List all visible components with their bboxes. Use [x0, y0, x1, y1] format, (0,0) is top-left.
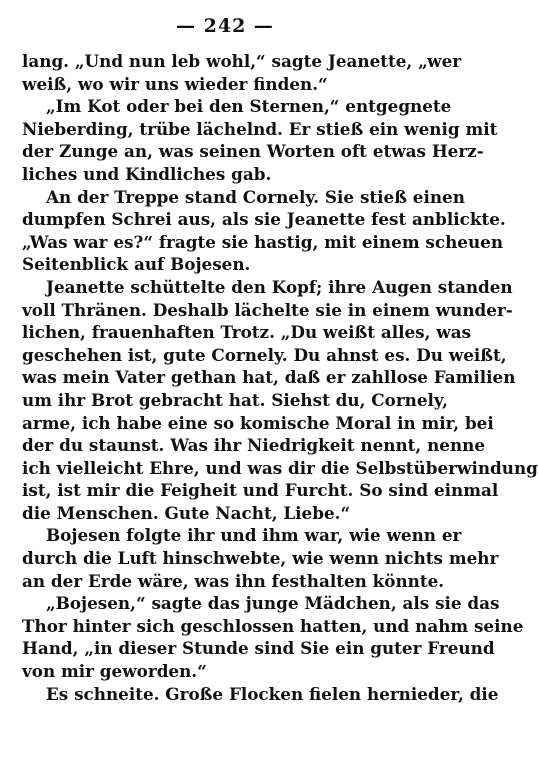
text-line: geschehen ist, gute Cornely. Du ahnst es. Du weißt,: [22, 344, 507, 365]
text-line: arme, ich habe eine so komische Moral in mir, bei: [22, 412, 494, 433]
text-line: der Zunge an, was seinen Worten oft etwas Herz-: [22, 141, 484, 162]
text-line: An der Treppe stand Cornely. Sie stieß einen: [46, 186, 465, 207]
text-line: Bojesen folgte ihr und ihm war, wie wenn er: [46, 525, 462, 546]
text-line: Hand, „in dieser Stunde sind Sie ein guter Freund: [22, 638, 495, 659]
text-line: der du staunst. Was ihr Niedrigkeit nennt, nenne: [22, 435, 486, 456]
text-line: Nieberding, trübe lächelnd. Er stieß ein wenig mit: [22, 118, 498, 139]
text-line: Es schneite. Große Flocken fielen hernieder, die: [46, 683, 499, 704]
text-line: weiß, wo wir uns wieder finden.“: [22, 73, 328, 94]
text-line: voll Thränen. Deshalb lächelte sie in einem wunder-: [22, 299, 513, 320]
text-line: lichen, frauenhaften Trotz. „Du weißt alles, was: [22, 322, 472, 343]
text-line: dumpfen Schrei aus, als sie Jeanette fest anblickte.: [22, 209, 506, 230]
text-line: lang. „Und nun leb wohl,“ sagte Jeanette, „wer: [22, 51, 462, 71]
text-line: Thor hinter sich geschlossen hatten, und nahm seine: [22, 615, 524, 636]
text-line: „Bojesen,“ sagte das junge Mädchen, als sie das: [46, 593, 500, 614]
text-line: was mein Vater gethan hat, daß er zahllose Familien: [22, 367, 516, 388]
body-text: [22, 50, 538, 705]
text-line: an der Erde wäre, was ihn festhalten könnte.: [22, 570, 445, 591]
text-line: durch die Luft hinschwebte, wie wenn nichts mehr: [22, 548, 499, 569]
text-line: um ihr Brot gebracht hat. Siehst du, Cornely,: [22, 389, 448, 410]
page-number: — 242 —: [176, 15, 274, 37]
text-line: Seitenblick auf Bojesen.: [22, 254, 251, 275]
text-line: von mir geworden.“: [22, 661, 207, 682]
text-line: Jeanette schüttelte den Kopf; ihre Augen standen: [46, 276, 513, 297]
text-line: die Menschen. Gute Nacht, Liebe.“: [22, 502, 351, 523]
text-line: „Im Kot oder bei den Sternen,“ entgegnete: [46, 96, 452, 117]
text-line: „Was war es?“ fragte sie hastig, mit einem scheuen: [22, 231, 504, 252]
text-line: ist, ist mir die Feigheit und Furcht. So sind einmal: [22, 480, 499, 501]
text-line: ich vielleicht Ehre, und was dir die Selbstüberwindung: [22, 457, 538, 478]
text-line: liches und Kindliches gab.: [22, 163, 272, 184]
